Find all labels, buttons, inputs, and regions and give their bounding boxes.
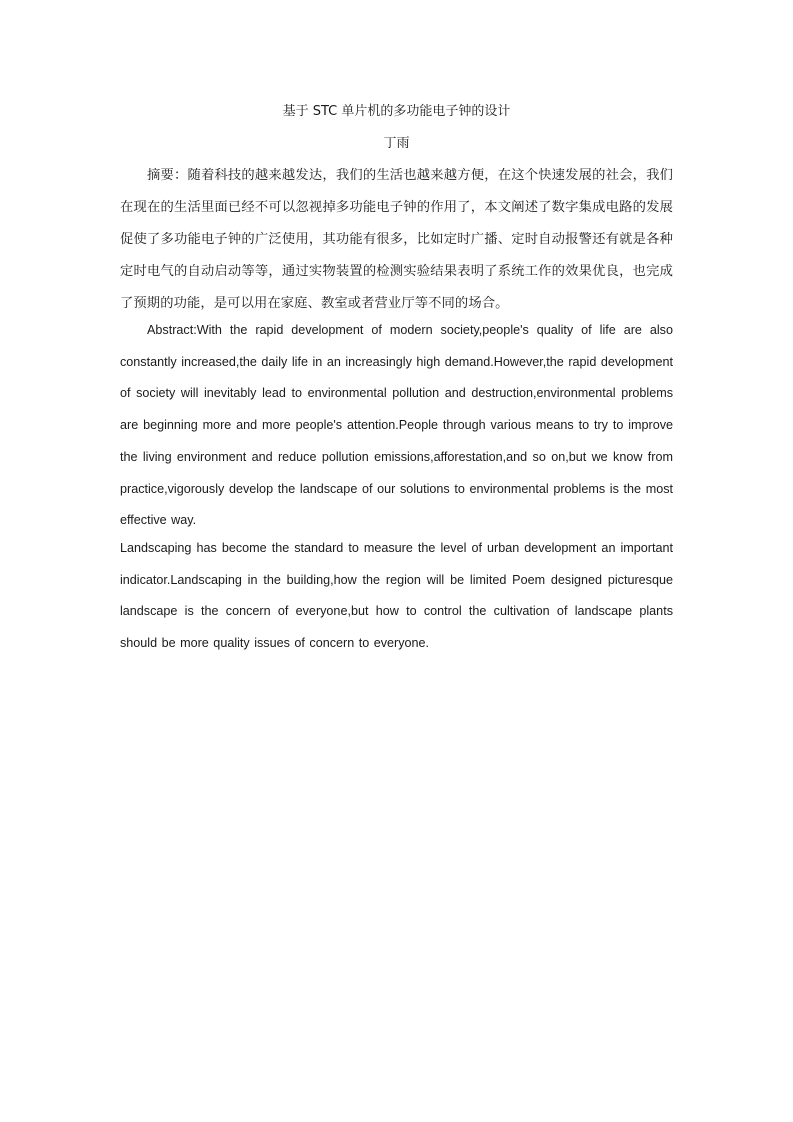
english-abstract: Abstract:With the rapid development of modern society,people's quality of life are also constantly increased,the daily life in an increasingly high demand.However,the rapid development of society will inevitably lead to environmental pollution and destruction,environmental problems are beginning more and more people's attention.People through various means to try to improve the living environment and reduce pollution emissions,afforestation,and so on,but we know from practice,vigorously develop the landscape of our solutions to environmental problems is the most effective way. [120, 323, 673, 528]
document-title: 基于 STC 单片机的多功能电子钟的设计 [282, 104, 511, 119]
chinese-abstract: 摘要：随着科技的越来越发达，我们的生活也越来越方便，在这个快速发展的社会，我们在现在的生活里面已经不可以忽视掉多功能电子钟的作用了，本文阐述了数字集成电路的发展促使了多功能电子钟的广泛使用，其功能有很多，比如定时广播、定时自动报警还有就是各种定时电气的自动启动等等，通过实物装置的检测实验结果表明了系统工作的效果优良，也完成了预期的功能，是可以用在家庭、教室或者营业厅等不同的场合。 [120, 168, 673, 311]
body-paragraph: Landscaping has become the standard to measure the level of urban development an important indicator.Landscaping in the building,how the region will be limited Poem designed picturesque landscape is the concern of everyone,but how to control the cultivation of landscape plants should be more quality issues of concern to everyone. [120, 541, 673, 651]
document-author: 丁雨 [383, 136, 410, 151]
